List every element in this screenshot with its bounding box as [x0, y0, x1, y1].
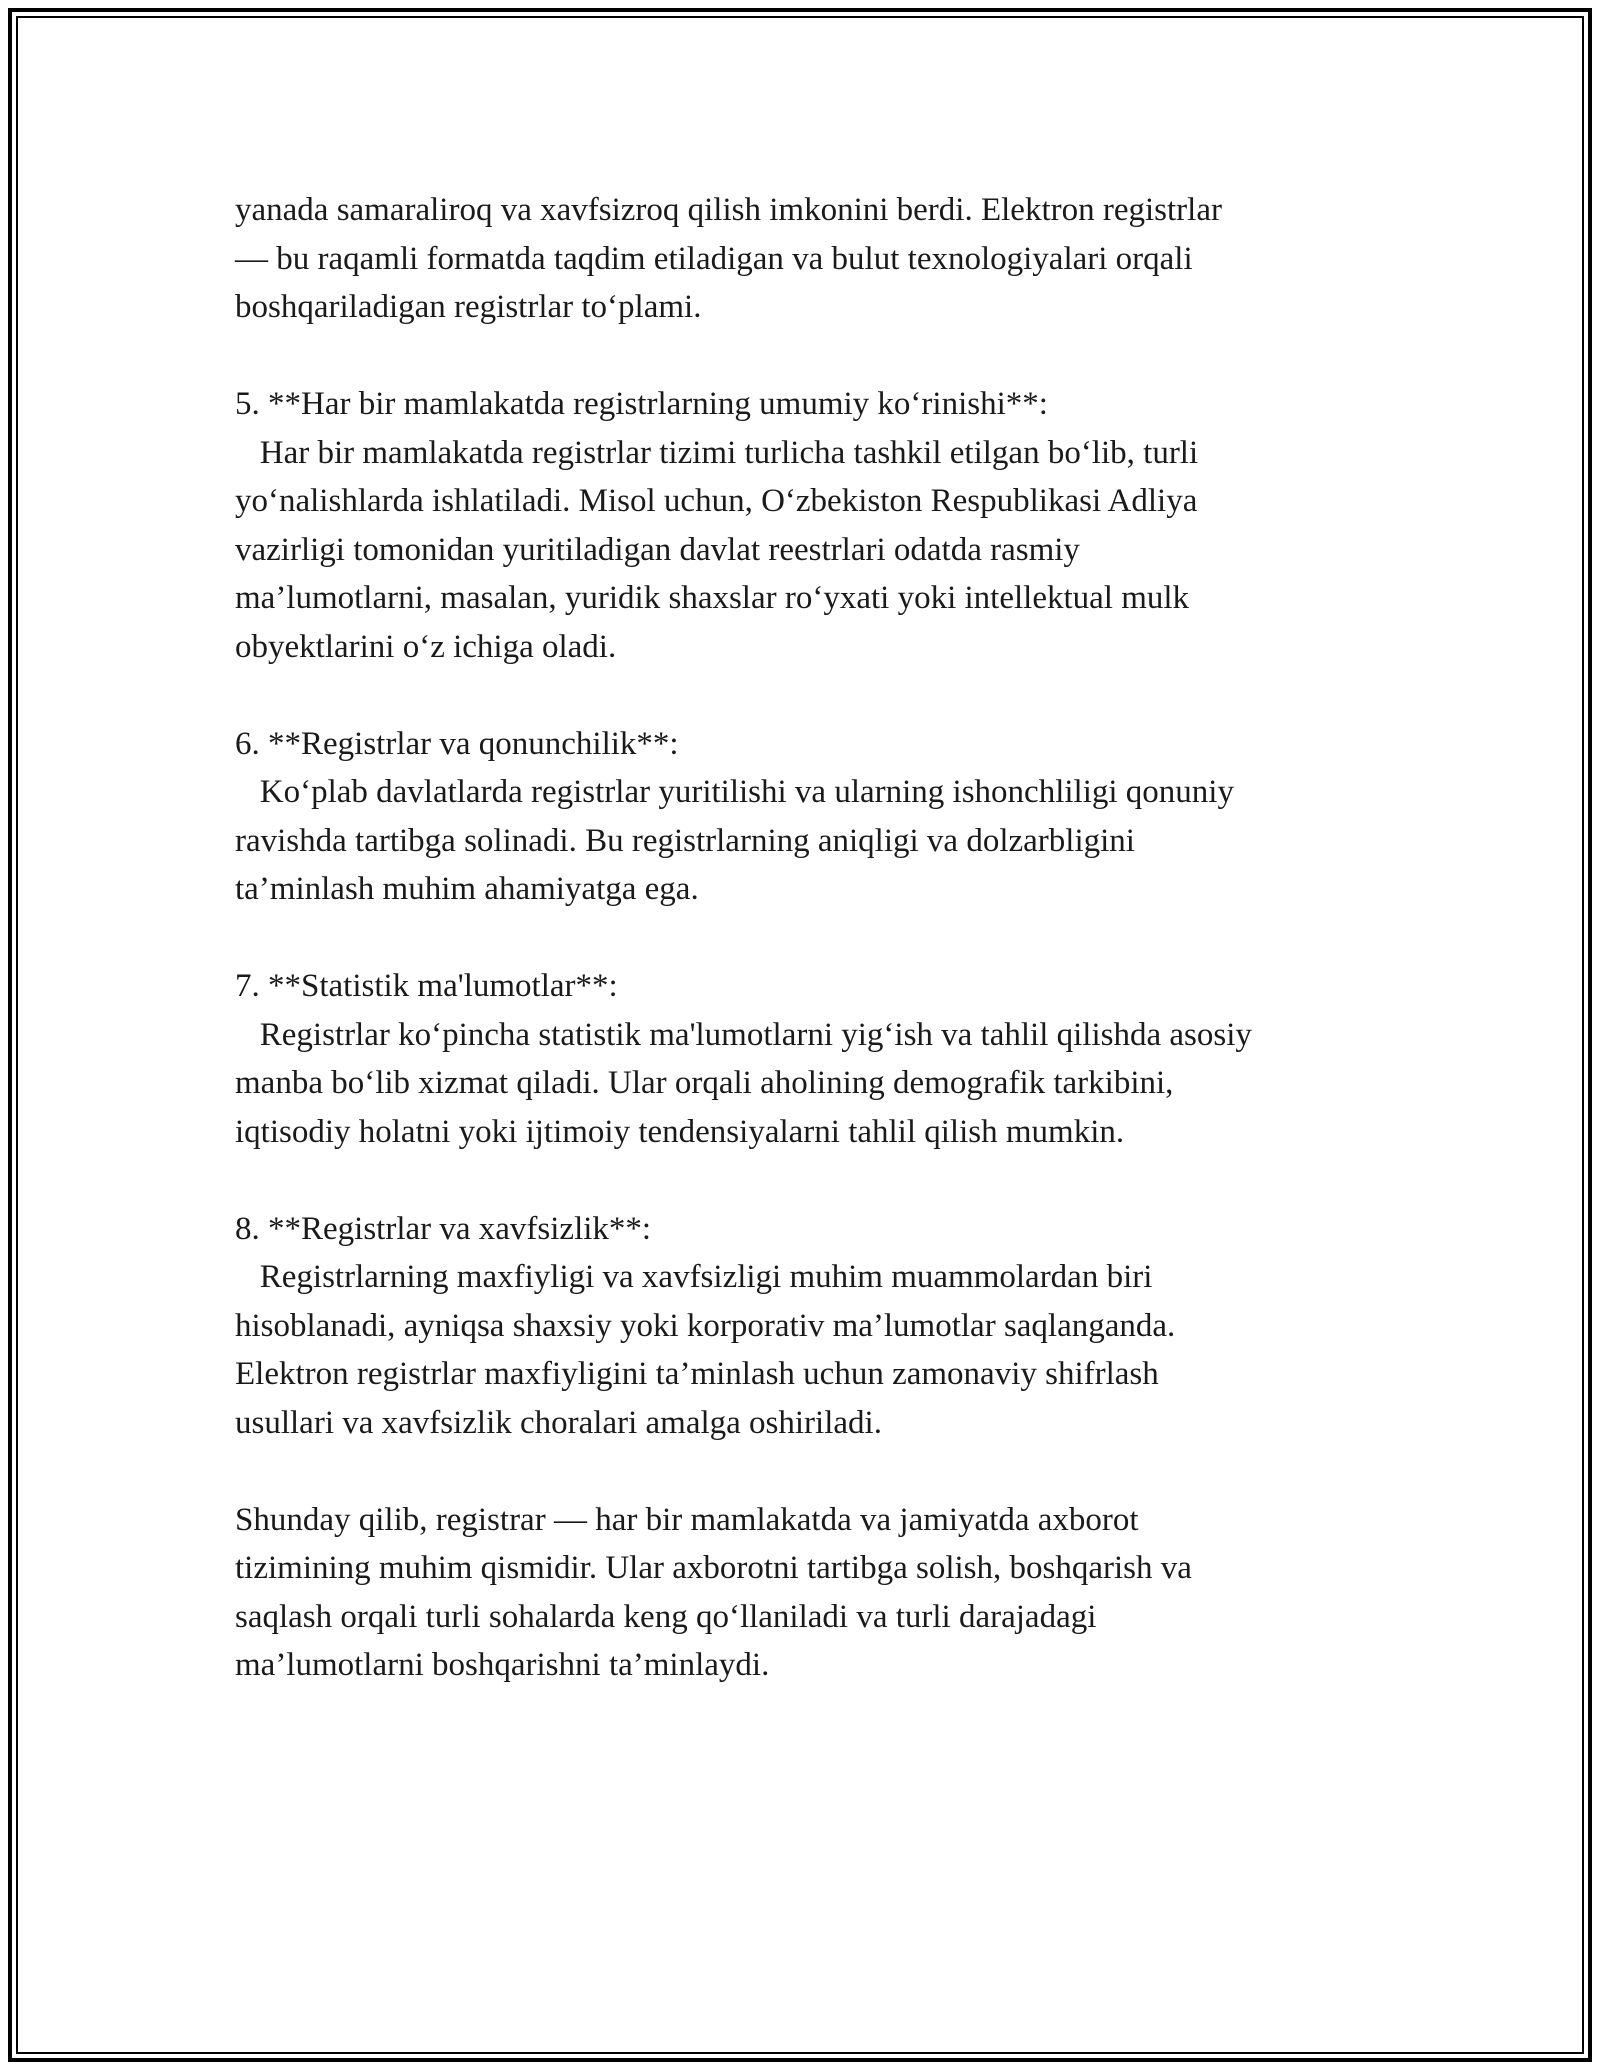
- section-heading: 6. **Registrlar va qonunchilik**:: [235, 725, 679, 762]
- text-line: Registrlarning maxfiyligi va xavfsizligi muhim muammolardan biri: [235, 1259, 1153, 1295]
- text-line: Har bir mamlakatda registrlar tizimi turlicha tashkil etilgan bo‘lib, turli: [235, 434, 1199, 471]
- text-line: hisoblanadi, ayniqsa shaxsiy yoki korporativ ma’lumotlar saqlanganda.: [235, 1307, 1176, 1344]
- text-line: boshqariladigan registrlar to‘plami.: [235, 289, 702, 325]
- text-line: Ko‘plab davlatlarda registrlar yuritilishi va ularning ishonchliligi qonuniy: [235, 774, 1234, 810]
- text-line: iqtisodiy holatni yoki ijtimoiy tendensiyalarni tahlil qilish mumkin.: [235, 1113, 1125, 1150]
- section-7: [235, 962, 1415, 1156]
- paragraph-gap: [235, 671, 1415, 720]
- section-heading: 5. **Har bir mamlakatda registrlarning umumiy ko‘rinishi**:: [235, 386, 1048, 422]
- section-5: [235, 380, 1415, 671]
- text-line: Registrlar ko‘pincha statistik ma'lumotlarni yig‘ish va tahlil qilishda asosiy: [235, 1016, 1252, 1053]
- text-line: ravishda tartibga solinadi. Bu registrlarning aniqligi va dolzarbligini: [235, 822, 1135, 859]
- text-line: ta’minlash muhim ahamiyatga ega.: [235, 871, 699, 907]
- text-line: saqlash orqali turli sohalarda keng qo‘llaniladi va turli darajadagi: [235, 1598, 1097, 1635]
- text-line: tizimining muhim qismidir. Ular axborotni tartibga solish, boshqarish va: [235, 1550, 1192, 1586]
- section-heading: 7. **Statistik ma'lumotlar**:: [235, 968, 618, 1004]
- paragraph-gap: [235, 1447, 1415, 1496]
- text-line: manba bo‘lib xizmat qiladi. Ular orqali aholining demografik tarkibini,: [235, 1065, 1174, 1101]
- section-6: [235, 720, 1415, 914]
- text-line: Shunday qilib, registrar — har bir mamlakatda va jamiyatda axborot: [235, 1501, 1139, 1538]
- text-line: Elektron registrlar maxfiyligini ta’minlash uchun zamonaviy shifrlash: [235, 1356, 1159, 1392]
- intro-paragraph: [235, 186, 1415, 332]
- text-line: ma’lumotlarni, masalan, yuridik shaxslar ro‘yxati yoki intellektual mulk: [235, 580, 1190, 616]
- text-line: usullari va xavfsizlik choralari amalga oshiriladi.: [235, 1404, 882, 1441]
- paragraph-gap: [235, 1156, 1415, 1205]
- text-line: vazirligi tomonidan yuritiladigan davlat reestrlari odatda rasmiy: [235, 531, 1080, 568]
- section-8: [235, 1205, 1415, 1448]
- conclusion-paragraph: [235, 1496, 1415, 1690]
- text-line: — bu raqamli formatda taqdim etiladigan va bulut texnologiyalari orqali: [235, 240, 1193, 277]
- paragraph-gap: [235, 914, 1415, 963]
- text-line: yanada samaraliroq va xavfsizroq qilish imkonini berdi. Elektron registrlar: [235, 192, 1222, 228]
- text-line: yo‘nalishlarda ishlatiladi. Misol uchun, O‘zbekiston Respublikasi Adliya: [235, 483, 1198, 519]
- section-heading: 8. **Registrlar va xavfsizlik**:: [235, 1210, 652, 1247]
- document-body: [235, 186, 1415, 1690]
- text-line: obyektlarini o‘z ichiga oladi.: [235, 628, 617, 665]
- text-line: ma’lumotlarni boshqarishni ta’minlaydi.: [235, 1647, 770, 1683]
- paragraph-gap: [235, 332, 1415, 381]
